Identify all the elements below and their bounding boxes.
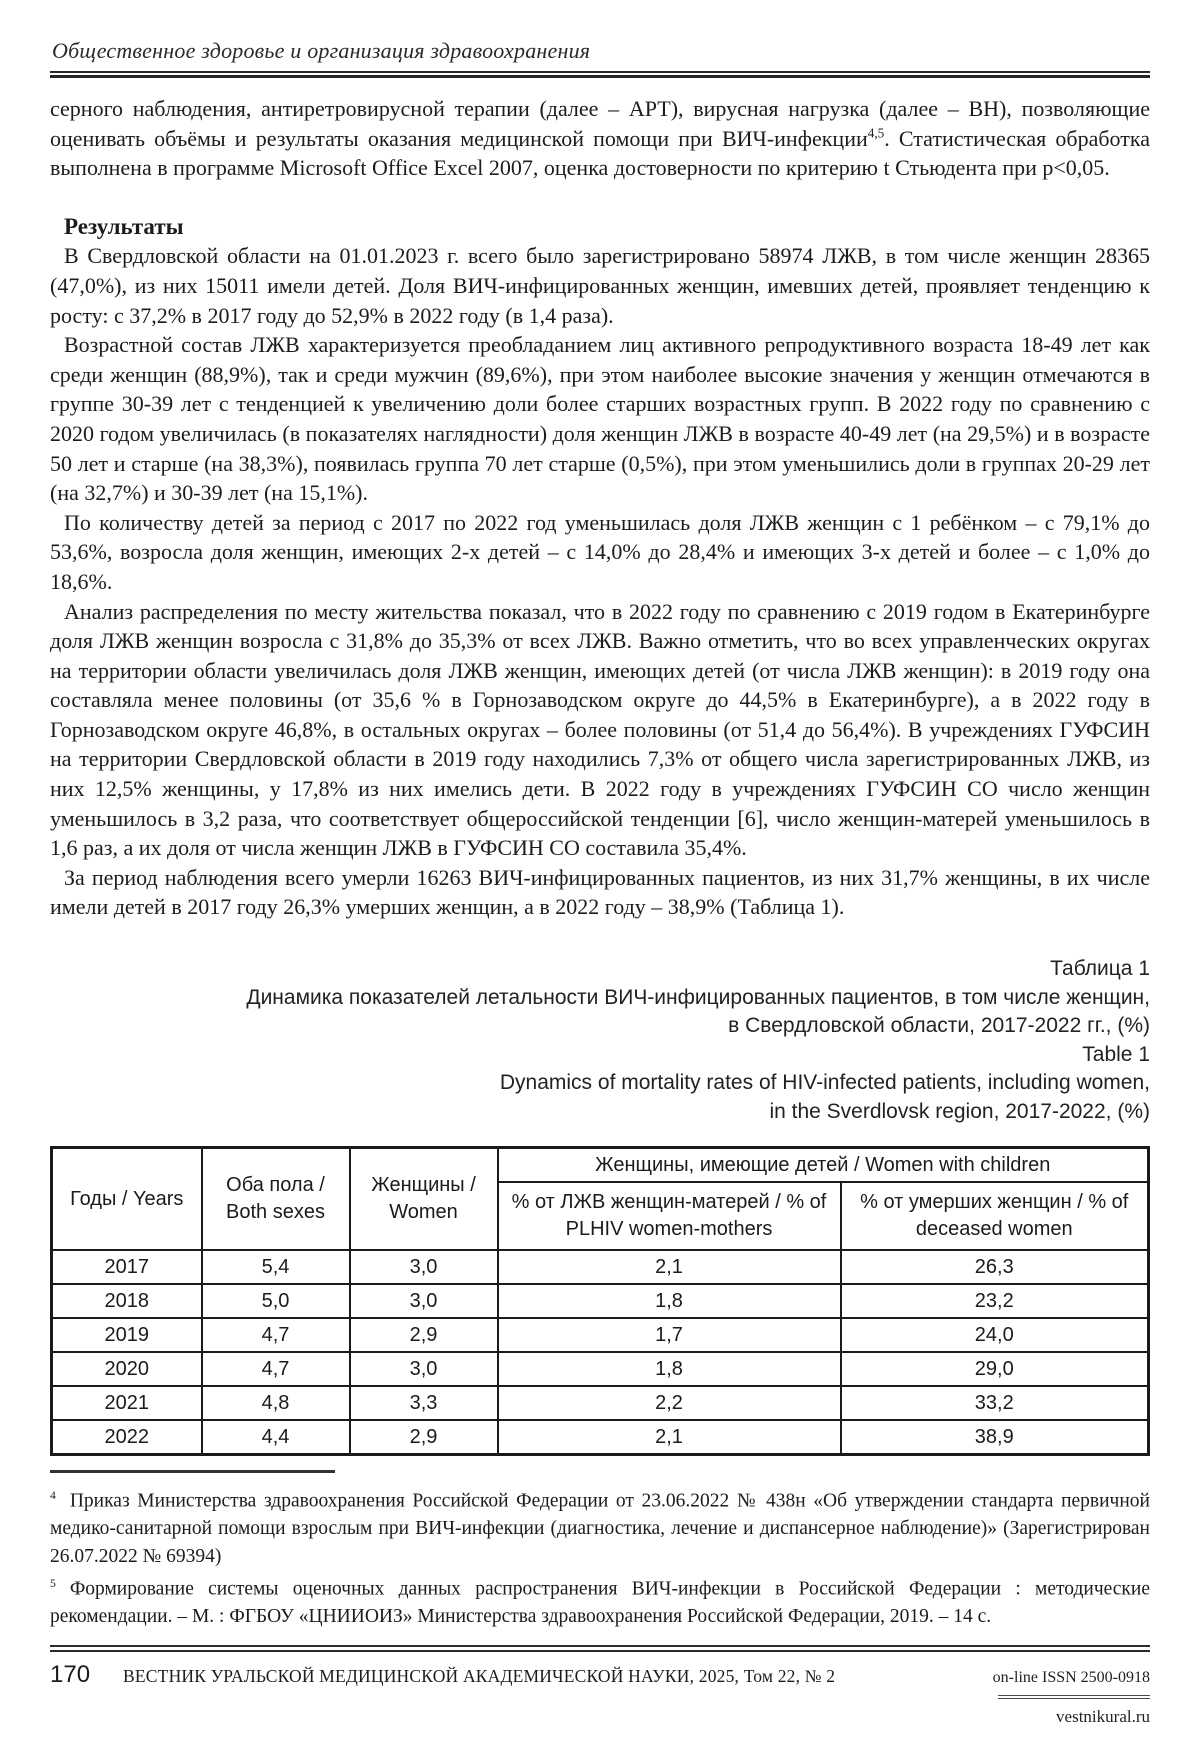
col-header-pct-plhiv-mothers: % от ЛЖВ женщин-матерей / % of PLHIV women-mothers <box>498 1182 841 1250</box>
col-header-pct-deceased-women: % от умерших женщин / % of deceased women <box>841 1182 1149 1250</box>
cell-pct-plhiv-mothers: 1,7 <box>498 1318 841 1352</box>
cell-pct-deceased-women: 38,9 <box>841 1420 1149 1455</box>
cell-pct-plhiv-mothers: 2,1 <box>498 1250 841 1284</box>
page-number: 170 <box>50 1661 91 1688</box>
footnote-marker: 4 <box>50 1489 56 1503</box>
footnote-text: Приказ Министерства здравоохранения Российской Федерации от 23.06.2022 № 438н «Об утверждении стандарта первичной медико-санитарной помощи взрослым при ВИЧ-инфекции (диагностика, лечение и диспансерное наблюдение)» (Зарегистрирован 26.07.2022 № 69394) <box>50 1490 1150 1567</box>
cell-pct-deceased-women: 26,3 <box>841 1250 1149 1284</box>
footer-row <box>50 1661 1150 1689</box>
cell-both-sexes: 4,4 <box>202 1420 350 1455</box>
footnote-marker: 5 <box>50 1577 56 1591</box>
cell-pct-deceased-women: 33,2 <box>841 1386 1149 1420</box>
page-footer <box>50 1645 1150 1727</box>
table-caption-en-label: Table 1 <box>1082 1042 1150 1066</box>
mortality-table <box>50 1146 1150 1456</box>
paragraph: Возрастной состав ЛЖВ характеризуется преобладанием лиц активного репродуктивного возраста 18-49 лет как среди женщин (88,9%), так и среди мужчин (89,6%), при этом наиболее высокие значения у женщин отмечаются в группе 30-39 лет с тенденцией к увеличению доли более старших возрастных групп. В 2022 году по сравнению с 2020 годом увеличилась (в показателях наглядности) доля женщин ЛЖВ в возрасте 40-49 лет (на 29,5%) и в возрасте 50 лет и старше (на 38,3%), появилась группа 70 лет старше (0,5%), при этом уменьшились доли в группах 20-29 лет (на 32,7%) и 30-39 лет (на 15,1%). <box>50 332 1150 506</box>
cell-women: 2,9 <box>350 1420 498 1455</box>
col-header-women: Женщины / Women <box>350 1148 498 1251</box>
running-head: Общественное здоровье и организация здравоохранения <box>52 38 591 63</box>
paragraph: В Свердловской области на 01.01.2023 г. всего было зарегистрировано 58974 ЛЖВ, в том числе женщин 28365 (47,0%), из них 15011 имели детей. Доля ВИЧ-инфицированных женщин, имевших детей, проявляет тенденцию к росту: с 37,2% в 2017 году до 52,9% в 2022 году (в 1,4 раза). <box>50 243 1150 328</box>
journal-website: vestnikural.ru <box>1056 1707 1150 1726</box>
footnote-reference-4-5: 4,5 <box>867 125 885 141</box>
footnote <box>50 1482 1150 1570</box>
cell-pct-plhiv-mothers: 1,8 <box>498 1352 841 1386</box>
footnote-separator-rule <box>50 1470 335 1473</box>
issn-label: on-line ISSN 2500-0918 <box>992 1669 1150 1686</box>
cell-pct-deceased-women: 23,2 <box>841 1284 1149 1318</box>
col-header-both-sexes: Оба пола / Both sexes <box>202 1148 350 1251</box>
page-header <box>50 38 1150 78</box>
table-row <box>52 1318 1149 1352</box>
table-row <box>52 1420 1149 1455</box>
col-header-years: Годы / Years <box>52 1148 202 1251</box>
table-row <box>52 1284 1149 1318</box>
cell-pct-deceased-women: 24,0 <box>841 1318 1149 1352</box>
cell-pct-plhiv-mothers: 2,2 <box>498 1386 841 1420</box>
col-header-women-with-children: Женщины, имеющие детей / Women with children <box>498 1148 1149 1183</box>
cell-women: 3,0 <box>350 1250 498 1284</box>
paragraph: За период наблюдения всего умерли 16263 ВИЧ-инфицированных пациентов, из них 31,7% женщины, в их числе имели детей в 2017 году 26,3% умерших женщин, а в 2022 году – 38,9% (Таблица 1). <box>50 864 1150 920</box>
table-caption-ru-line1: Динамика показателей летальности ВИЧ-инфицированных пациентов, в том числе женщин, <box>246 985 1150 1009</box>
table-caption-en-line1: Dynamics of mortality rates of HIV-infected patients, including women, <box>499 1071 1150 1095</box>
cell-year: 2020 <box>52 1352 202 1386</box>
cell-year: 2017 <box>52 1250 202 1284</box>
cell-both-sexes: 5,4 <box>202 1250 350 1284</box>
paragraph-text: серного наблюдения, антиретровирусной терапии (далее – АРТ), вирусная нагрузка (далее – ВН), позволяющие оценивать объёмы и результаты оказания медицинской помощи при ВИЧ-инфекции <box>50 96 1150 151</box>
table-caption-ru-line2: в Свердловской области, 2017-2022 гг., (%) <box>728 1014 1150 1038</box>
cell-women: 3,3 <box>350 1386 498 1420</box>
footnote-text: Формирование системы оценочных данных распространения ВИЧ-инфекции в Российской Федерации : методические рекомендации. – М. : ФГБОУ «ЦНИИОИЗ» Министерства здравоохранения Российской Федерации, 2019. – 14 с. <box>50 1578 1150 1628</box>
cell-year: 2018 <box>52 1284 202 1318</box>
cell-both-sexes: 5,0 <box>202 1284 350 1318</box>
cell-both-sexes: 4,7 <box>202 1352 350 1386</box>
article-body <box>50 94 1150 1456</box>
journal-title: ВЕСТНИК УРАЛЬСКОЙ МЕДИЦИНСКОЙ АКАДЕМИЧЕСКОЙ НАУКИ, 2025, Том 22, № 2 <box>123 1666 836 1686</box>
cell-pct-deceased-women: 29,0 <box>841 1352 1149 1386</box>
cell-year: 2021 <box>52 1386 202 1420</box>
table-row <box>52 1352 1149 1386</box>
cell-pct-plhiv-mothers: 2,1 <box>498 1420 841 1455</box>
table-caption-en-line2: in the Sverdlovsk region, 2017-2022, (%) <box>769 1099 1150 1123</box>
footer-rule <box>50 1645 1150 1652</box>
table-row <box>52 1386 1149 1420</box>
section-heading-results: Результаты <box>64 213 184 239</box>
cell-both-sexes: 4,8 <box>202 1386 350 1420</box>
paragraph-continuation <box>50 94 1150 183</box>
cell-both-sexes: 4,7 <box>202 1318 350 1352</box>
paragraph: Анализ распределения по месту жительства показал, что в 2022 году по сравнению с 2019 годом в Екатеринбурге доля ЛЖВ женщин возросла с 31,8% до 35,3% от всех ЛЖВ. Важно отметить, что во всех управленческих округах на территории области увеличилась доля ЛЖВ женщин, имеющих детей (от числа ЛЖВ женщин): в 2019 году она составляла менее половины (от 35,6 % в Горнозаводском округе до 44,5% в Екатеринбурге), а в 2022 году в Горнозаводском округе 46,8%, в остальных округах – более половины (от 51,4 до 56,4%). В учреждениях ГУФСИН на территории Свердловской области в 2019 году находились 7,3% от общего числа зарегистрированных ЛЖВ, из них 12,5% женщины, у 17,8% из них имелись дети. В 2022 году в учреждениях ГУФСИН СО число женщин уменьшилось в 3,2 раза, что соответствует общероссийской тенденции [6], число женщин-матерей уменьшилось в 1,6 раз, а их доля от числа женщин ЛЖВ в ГУФСИН СО составила 35,4%. <box>50 598 1150 861</box>
paragraph-text: . Статистическая обработка выполнена в программе Microsoft Office Excel 2007, оценка достоверности по критерию t Стьюдента при p<0,05. <box>50 125 1151 181</box>
header-rule <box>50 71 1150 78</box>
cell-women: 2,9 <box>350 1318 498 1352</box>
bottom-block <box>50 1456 1150 1727</box>
footnote <box>50 1570 1150 1631</box>
cell-pct-plhiv-mothers: 1,8 <box>498 1284 841 1318</box>
cell-year: 2019 <box>52 1318 202 1352</box>
table-caption <box>50 955 1150 1126</box>
cell-women: 3,0 <box>350 1284 498 1318</box>
table-row <box>52 1250 1149 1284</box>
issn-rule <box>998 1695 1150 1699</box>
paragraph: По количеству детей за период с 2017 по 2022 год уменьшилась доля ЛЖВ женщин с 1 ребёнком – с 79,1% до 53,6%, возросла доля женщин, имеющих 2-х детей – с 14,0% до 28,4% и имеющих 3-х детей и более – с 1,0% до 18,6%. <box>50 509 1150 594</box>
table-caption-ru-label: Таблица 1 <box>1050 957 1150 981</box>
cell-women: 3,0 <box>350 1352 498 1386</box>
cell-year: 2022 <box>52 1420 202 1455</box>
